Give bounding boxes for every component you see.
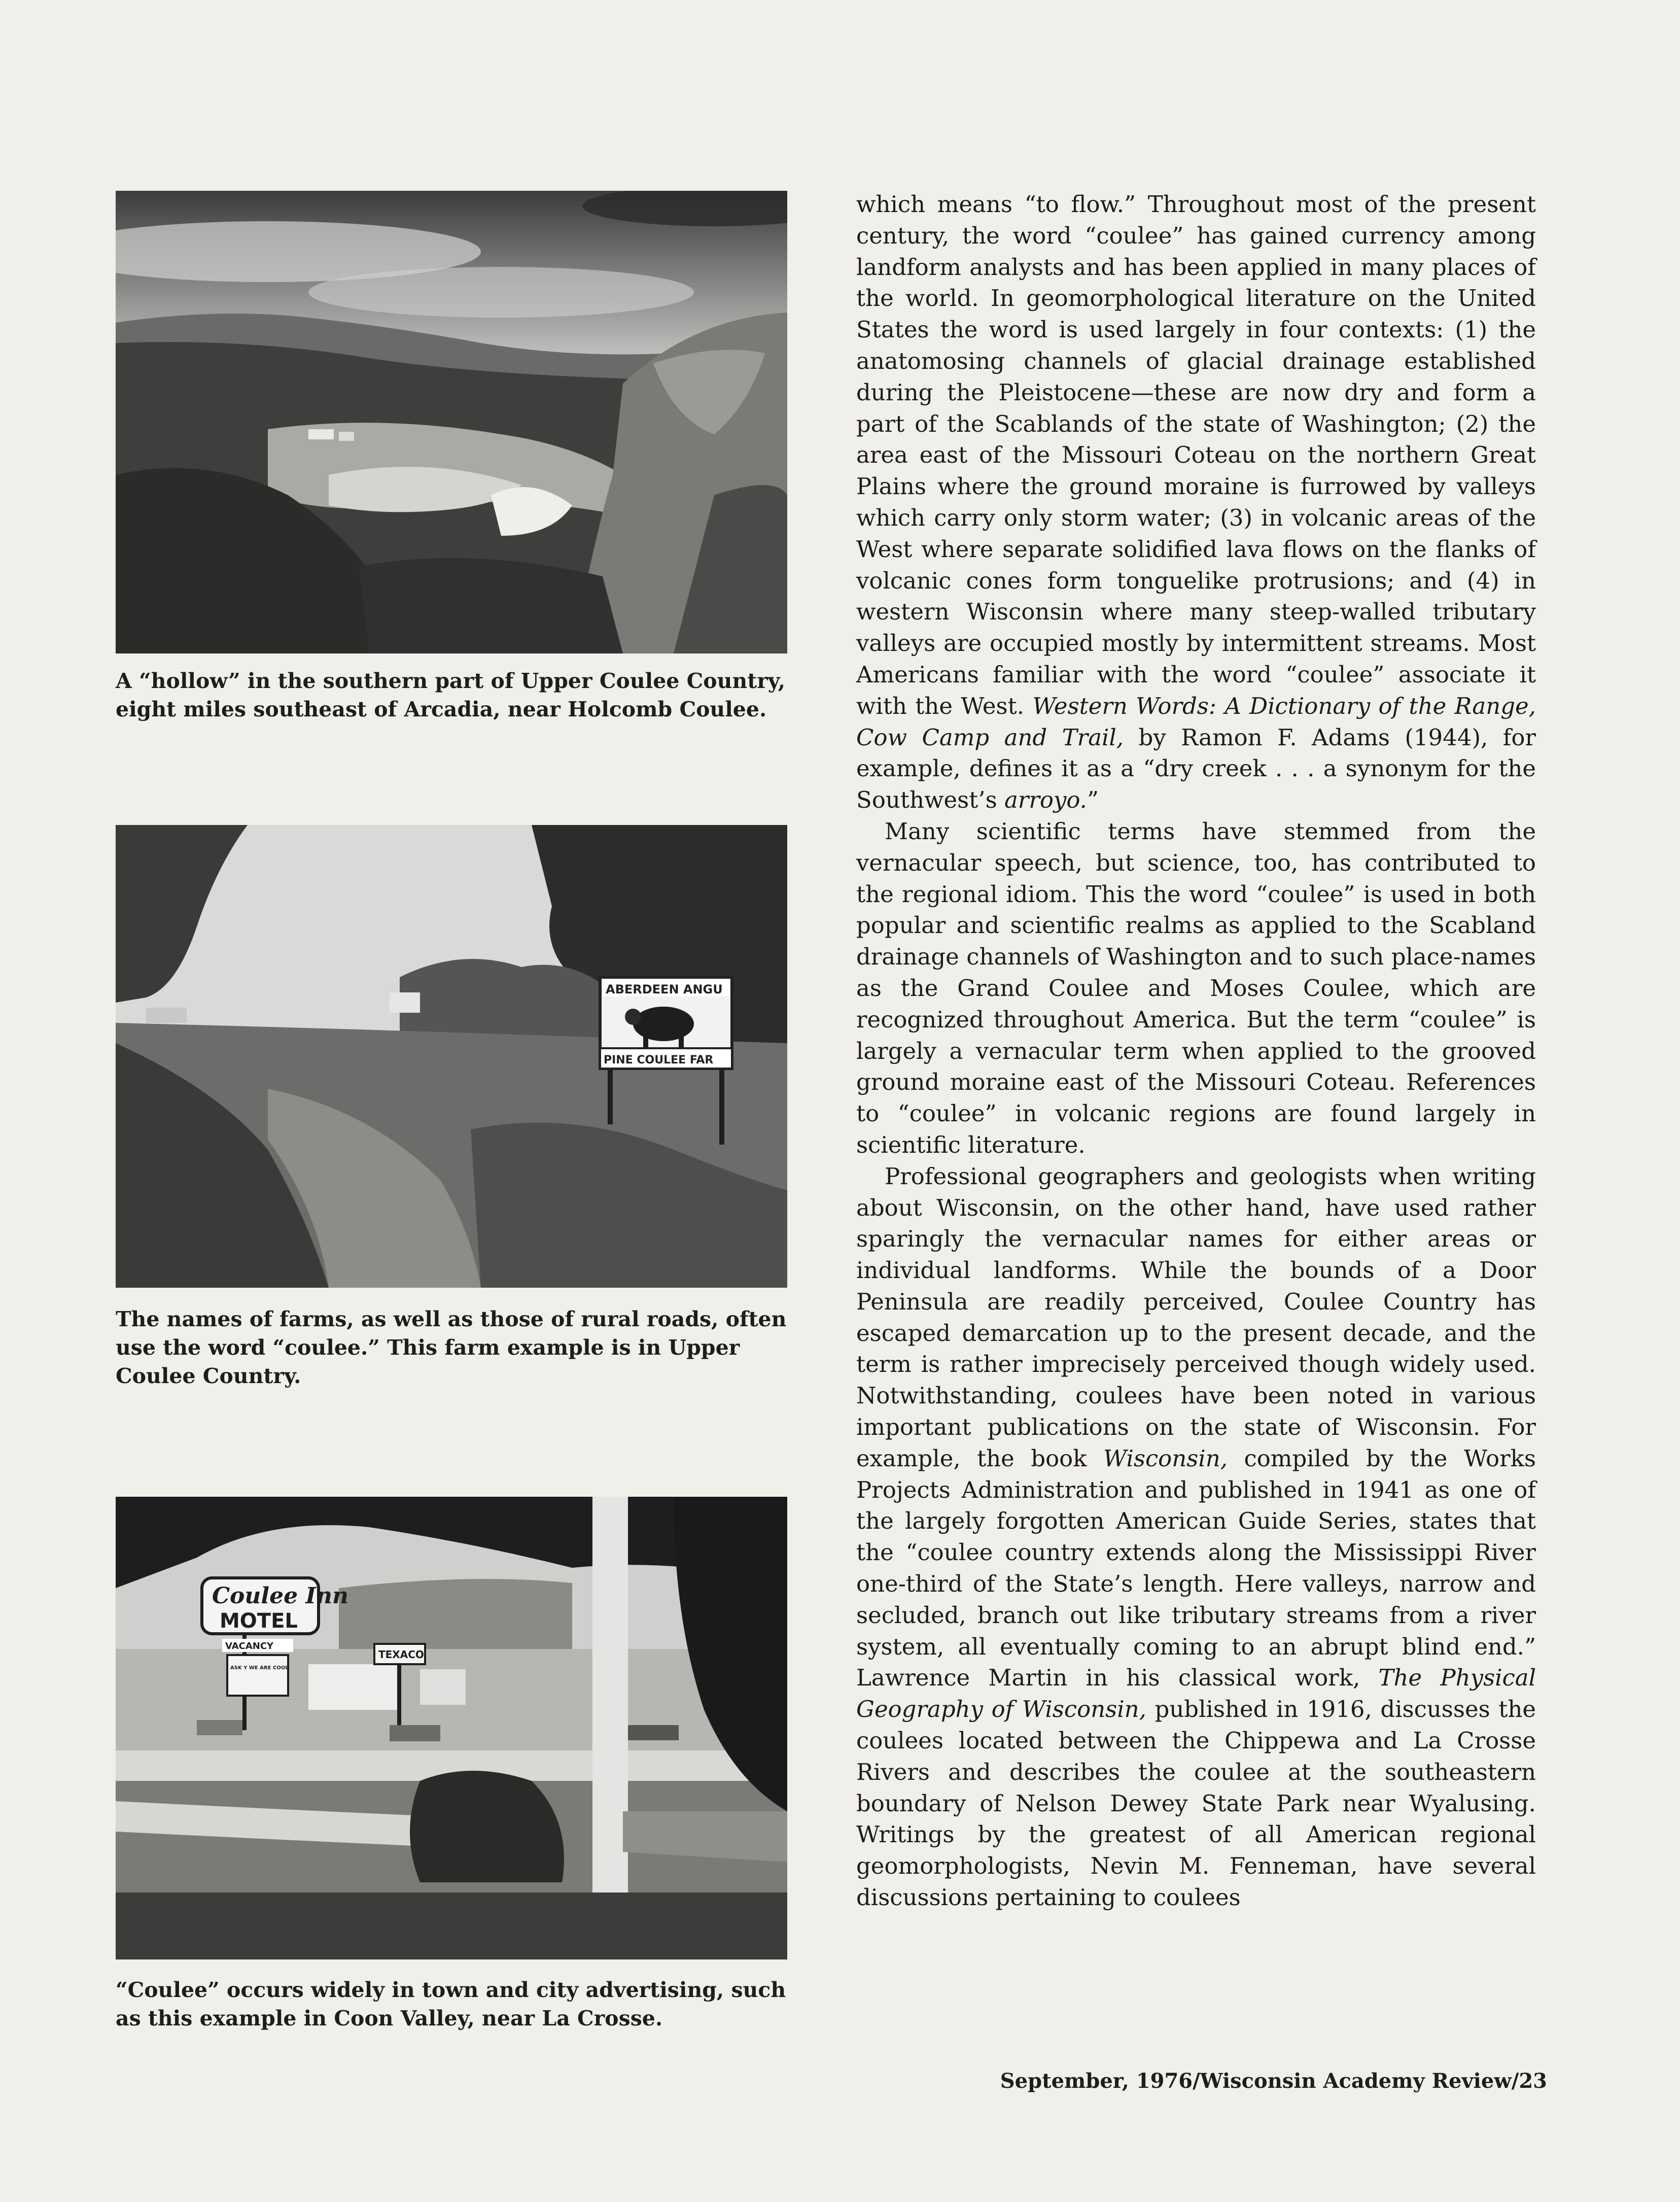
motel-sign-motel: MOTEL xyxy=(220,1609,298,1633)
article-paragraph-2: Many scientific terms have stemmed from the vernacular speech, but science, too, has contributed to the regional idiom. This the word “coulee” is used in both popular and scientific realms as applied to the Scabland drainage channels of Washington and to such place-names as the Grand Coulee and Moses Coulee, which are recognized throughout America. But the term “coulee” is largely a vernacular term when applied to the grooved ground moraine east of the Missouri Coteau. References to “coulee” in volcanic regions are found largely in scientific literature. xyxy=(856,817,1536,1158)
motel-sign-marquee: ASK Y WE ARE COOL xyxy=(230,1665,289,1671)
coulee-inn-image xyxy=(116,1497,787,1959)
gas-sign-text: TEXACO xyxy=(378,1648,424,1661)
motel-sign-script: Coulee Inn xyxy=(212,1583,348,1609)
farm-sign-bottom-text: PINE COULEE FAR xyxy=(604,1054,714,1066)
word-arroyo: arroyo. xyxy=(1004,786,1087,814)
photo-caption-farm: The names of farms, as well as those of rural roads, often use the word “coulee.” This farm example is in Upper Coulee Country. xyxy=(116,1307,787,1388)
book-title-wisconsin: Wisconsin, xyxy=(1103,1444,1228,1472)
farm-sign-image xyxy=(116,825,787,1288)
article-body xyxy=(856,189,1536,1913)
book-title-physical-geography: The Physical Geography of Wisconsin, xyxy=(856,1664,1536,1723)
article-paragraph-3: Professional geographers and geologists when writing about Wisconsin, on the other hand, have used rather sparingly the vernacular names for either areas or individual landforms. While the bounds of a Door Peninsula are readily perceived, Coulee Country has escaped demarcation up to the present decade, and the term is rather imprecisely perceived though widely used. Notwithstanding, coulees have been noted in various important publications on the state of Wisconsin. For example, the book Wisconsin, compiled by the Works Projects Administration and published in 1941 as one of the largely forgotten American Guide Series, states that the “coulee country extends along the Mississippi River one-third of the State’s length. Here valleys, narrow and secluded, branch out like tributary streams from a river system, all eventually coming to an abrupt blind end.” Lawrence Martin in his classical work, The Physical Geography of Wisconsin, published in 1916, discusses the coulees located between the Chippewa and La Crosse Rivers and describes the coulee at the southeastern boundary of Nelson Dewey State Park near Wyalusing. Writings by the greatest of all American regional geomorphologists, Nevin M. Fenneman, have several discussions pertaining to coulees xyxy=(856,1162,1536,1911)
photo-hollow-landscape xyxy=(116,191,787,653)
hollow-landscape-image xyxy=(116,191,787,653)
book-title-western-words: Western Words: A Dictionary of the Range, Cow Camp and Trail, xyxy=(856,692,1536,751)
photo-caption-hollow: A “hollow” in the southern part of Upper Coulee Country, eight miles southeast of Arcadia, near Holcomb Coulee. xyxy=(116,669,785,721)
page-footer: September, 1976/Wisconsin Academy Review/23 xyxy=(1000,2069,1547,2093)
article-paragraph-1: which means “to flow.” Throughout most of the present century, the word “coulee” has gained currency among landform analysts and has been applied in many places of the world. In geomorphological literature on the United States the word is used largely in four contexts: (1) the anatomosing channels of glacial drainage established during the Pleistocene—these are now dry and form a part of the Scablands of the state of Washington; (2) the area east of the Missouri Coteau on the northern Great Plains where the ground moraine is furrowed by valleys which carry only storm water; (3) in volcanic areas of the West where separate solidified lava flows on the flanks of volcanic cones form tonguelike protrusions; and (4) in western Wisconsin where many steep-walled tributary valleys are occupied mostly by intermittent streams. Most Americans familiar with the word “coulee” associate it with the West. Western Words: A Dictionary of the Range, Cow Camp and Trail, by Ramon F. Adams (1944), for example, defines it as a “dry creek . . . a synonym for the Southwest’s arroyo.” xyxy=(856,191,1536,814)
motel-sign-vacancy: VACANCY xyxy=(225,1641,274,1652)
photo-farm-sign xyxy=(116,825,787,1288)
farm-sign-top-text: ABERDEEN ANGU xyxy=(606,982,723,996)
photo-caption-coulee-inn: “Coulee” occurs widely in town and city advertising, such as this example in Coon Valley, near La Crosse. xyxy=(116,1978,786,2031)
photo-coulee-inn xyxy=(116,1497,787,1959)
